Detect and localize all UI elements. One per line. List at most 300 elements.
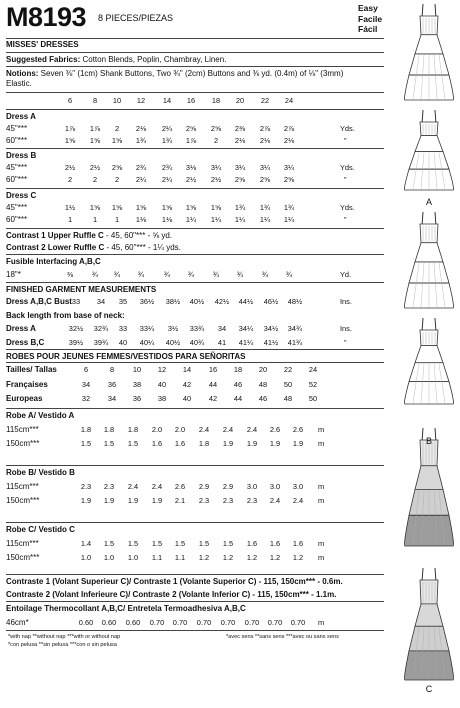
cell-value: 1.5 (127, 439, 139, 448)
unit-label: " (344, 136, 347, 145)
cell-value: 34¾ (287, 324, 303, 333)
unit-label: Yd. (340, 270, 352, 279)
cell-value: 1.9 (103, 496, 115, 505)
cell-value: 2.3 (222, 496, 234, 505)
cell-value: 2¾ (161, 163, 173, 172)
cell-value: 1¾ (135, 136, 147, 145)
dress-back-a (405, 110, 454, 190)
row-label: 60"*** (6, 215, 28, 224)
dress-views-column (398, 0, 460, 703)
contraste-2: Contraste 2 (Volant Inferieure C)/ Contraste 2 (Volante Inferior C) - 115, 150cm*** - 1.1m. (6, 590, 337, 599)
cell-value: 2⅝ (111, 163, 123, 172)
unit-label: Ins. (340, 324, 352, 333)
cell-value: 0.60 (101, 618, 117, 627)
cell-value: 40¾ (189, 338, 205, 347)
cell-value: 1⅝ (161, 203, 173, 212)
cell-value: 2.4 (222, 425, 234, 434)
cell-value: 2.3 (80, 482, 92, 491)
cell-value: 2⅛ (234, 136, 246, 145)
divider (6, 254, 384, 255)
cell-value: 0.70 (149, 618, 165, 627)
cell-value: 1¾ (234, 203, 246, 212)
unit-label: Yds. (340, 163, 355, 172)
cell-value: 1.5 (80, 439, 92, 448)
cell-value: 12 (136, 96, 146, 105)
cell-value: 1.8 (127, 425, 139, 434)
cell-value: 2.6 (174, 482, 186, 491)
contrast-2: Contrast 2 Lower Ruffle C - 45, 60"*** - 1¼ yds. (6, 243, 181, 252)
cell-value: 3.0 (292, 482, 304, 491)
unit-label: m (318, 482, 325, 491)
cell-value: 34 (217, 324, 227, 333)
cell-value: 3¼ (234, 163, 246, 172)
cell-value: 1.6 (174, 439, 186, 448)
robe-title: Robe C/ Vestido C (6, 525, 75, 534)
row-label: 18"* (6, 270, 21, 279)
divider (6, 188, 384, 189)
cell-value: 0.70 (172, 618, 188, 627)
row-label: 45"*** (6, 124, 28, 133)
divider (6, 408, 384, 409)
cell-value: 3¼ (283, 163, 295, 172)
cell-value: 32¾ (93, 324, 109, 333)
cell-value: 1.6 (269, 539, 281, 548)
cell-value: 1 (67, 215, 73, 224)
cell-value: 1⅝ (135, 203, 147, 212)
cell-value: 38 (132, 380, 142, 389)
cell-value: 24 (308, 365, 318, 374)
cell-value: 1¼ (259, 215, 271, 224)
cell-value: 1⅞ (185, 136, 197, 145)
cell-value: ¾ (163, 270, 171, 279)
cell-value: ¾ (113, 270, 121, 279)
cell-value: 32½ (68, 324, 84, 333)
row-label: Europeas (6, 394, 43, 403)
cell-value: 1.9 (127, 496, 139, 505)
cell-value: 1 (92, 215, 98, 224)
cell-value: 2¼ (135, 175, 147, 184)
cell-value: 3¼ (210, 163, 222, 172)
cell-value: 1.9 (246, 439, 258, 448)
cell-value: 50 (283, 380, 293, 389)
cell-value: 34½ (263, 324, 279, 333)
tier-1 (415, 35, 443, 54)
cell-value: 2.6 (269, 425, 281, 434)
robe-title: Robe A/ Vestido A (6, 411, 75, 420)
cell-value: 34 (107, 394, 117, 403)
cell-value: 2½ (64, 163, 76, 172)
cell-value: 2.6 (292, 425, 304, 434)
cell-value: 2¾ (135, 163, 147, 172)
entoilage-title: Entoilage Thermocollant A,B,C/ Entretela Termoadhesiva A,B,C (6, 604, 246, 613)
divider (6, 148, 384, 149)
cell-value: 1⅞ (64, 124, 76, 133)
unit-label: m (318, 439, 325, 448)
cell-value: 1.9 (80, 496, 92, 505)
cell-value: 1.0 (127, 553, 139, 562)
cell-value: 2.9 (222, 482, 234, 491)
divider (6, 349, 384, 350)
cell-value: 1.9 (222, 439, 234, 448)
cell-value: 1.9 (151, 496, 163, 505)
cell-value: 39¾ (93, 338, 109, 347)
view-label: C (425, 684, 433, 694)
row-label: 150cm*** (6, 496, 40, 505)
cell-value: 44 (233, 394, 243, 403)
cell-value: 36 (132, 394, 142, 403)
cell-value: 2⅝ (283, 175, 295, 184)
cell-value: 0.70 (267, 618, 283, 627)
divider (6, 574, 384, 575)
cell-value: ⅜ (66, 270, 74, 279)
cell-value: 41 (217, 338, 227, 347)
cell-value: 3¼ (259, 163, 271, 172)
cell-value: 46 (233, 380, 243, 389)
cell-value: 2.4 (292, 496, 304, 505)
row-label: Dress B,C (6, 338, 45, 347)
dress-front-a (405, 4, 454, 100)
cell-value: 1.4 (80, 539, 92, 548)
cell-value: 2 (92, 175, 98, 184)
cell-value: 12 (157, 365, 167, 374)
divider (6, 630, 384, 631)
cell-value: 1.8 (80, 425, 92, 434)
cell-value: 3½ (167, 324, 179, 333)
cell-value: ¾ (187, 270, 195, 279)
cell-value: 1⅝ (89, 203, 101, 212)
cell-value: 1⅛ (135, 215, 147, 224)
cell-value: 1.6 (151, 439, 163, 448)
cell-value: 0.60 (125, 618, 141, 627)
cell-value: 40¼ (139, 338, 155, 347)
row-label: 115cm*** (6, 539, 39, 548)
cell-value: 2.4 (246, 425, 258, 434)
cell-value: 2⅞ (259, 124, 271, 133)
cell-value: 1¼ (210, 215, 222, 224)
cell-value: 40 (182, 394, 192, 403)
cell-value: 2⅝ (234, 175, 246, 184)
cell-value: 14 (162, 96, 172, 105)
cell-value: ¾ (261, 270, 269, 279)
unit-label: m (318, 618, 325, 627)
unit-label: m (318, 553, 325, 562)
view-label: B (425, 436, 433, 446)
unit-label: m (318, 425, 325, 434)
row-label: 46cm* (6, 618, 29, 627)
cell-value: 46 (258, 394, 268, 403)
section-title-fr-es: ROBES POUR JEUNES FEMMES/VESTIDOS PARA SEÑORITAS (6, 352, 246, 361)
cell-value: 40 (118, 338, 128, 347)
cell-value: 1¼ (283, 215, 295, 224)
cell-value: 2.4 (127, 482, 139, 491)
cell-value: 18 (233, 365, 243, 374)
cell-value: 34 (81, 380, 91, 389)
cell-value: 44 (208, 380, 218, 389)
cell-value: 1¾ (283, 203, 295, 212)
row-label: 45"*** (6, 203, 28, 212)
cell-value: 40½ (189, 297, 205, 306)
cell-value: 1.8 (198, 439, 210, 448)
row-label: 115cm*** (6, 482, 39, 491)
cell-value: 41½ (263, 338, 279, 347)
dress-back-b (405, 318, 454, 404)
row-label: Dress A,B,C Bust (6, 297, 72, 306)
cell-value: 2 (114, 175, 120, 184)
cell-value: 1.2 (222, 553, 234, 562)
cell-value: 10 (132, 365, 142, 374)
dress-title: Dress C (6, 191, 37, 200)
divider (6, 465, 384, 466)
row-label: 60"*** (6, 175, 28, 184)
cell-value: 1.6 (292, 539, 304, 548)
unit-label: m (318, 496, 325, 505)
cell-value: 3⅛ (185, 163, 197, 172)
cell-value: 38½ (165, 297, 181, 306)
cell-value: 33 (118, 324, 128, 333)
dress-illustrations (398, 0, 460, 703)
cell-value: 2½ (210, 175, 222, 184)
view-label: A (425, 197, 433, 207)
cell-value: 2.4 (151, 482, 163, 491)
cell-value: 1.9 (292, 439, 304, 448)
cell-value: 48½ (287, 297, 303, 306)
cell-value: 48 (258, 380, 268, 389)
cell-value: 1.2 (246, 553, 258, 562)
cell-value: 2½ (185, 175, 197, 184)
cell-value: 0.70 (290, 618, 306, 627)
cell-value: 1¼ (234, 215, 246, 224)
cell-value: 2⅝ (210, 124, 222, 133)
cell-value: 1.5 (127, 539, 139, 548)
cell-value: 3.0 (246, 482, 258, 491)
unit-label: " (344, 338, 347, 347)
cell-value: 2⅝ (259, 175, 271, 184)
cell-value: 2.1 (174, 496, 186, 505)
cell-value: 2⅛ (283, 136, 295, 145)
cell-value: 16 (208, 365, 218, 374)
cell-value: 1.5 (222, 539, 234, 548)
cell-value: 2⅛ (135, 124, 147, 133)
cell-value: 46½ (263, 297, 279, 306)
divider (6, 362, 384, 363)
row-label: 150cm*** (6, 553, 40, 562)
cell-value: 1.5 (151, 539, 163, 548)
cell-value: 0.70 (196, 618, 212, 627)
cell-value: 1⅝ (111, 136, 123, 145)
unit-label: Ins. (340, 297, 352, 306)
divider (6, 228, 384, 229)
fabrics-line: Suggested Fabrics: Cotton Blends, Poplin, Chambray, Linen. (6, 55, 227, 64)
dress-front-b (405, 212, 454, 308)
cell-value: 38 (157, 394, 167, 403)
cell-value: 44½ (238, 297, 254, 306)
cell-value: 33¾ (189, 324, 205, 333)
cell-value: 35 (118, 297, 128, 306)
divider (6, 38, 384, 39)
dress-title: Dress A (6, 112, 36, 121)
difficulty-label: Easy Facile Fácil (358, 3, 383, 34)
contraste-1: Contraste 1 (Volant Superieur C)/ Contraste 1 (Volante Superior C) - 115, 150cm*** - 0.6m. (6, 577, 343, 586)
unit-label: m (318, 539, 325, 548)
section-title: MISSES' DRESSES (6, 40, 79, 49)
cell-value: 20 (235, 96, 245, 105)
dress-title: Dress B (6, 151, 37, 160)
cell-value: 2¼ (161, 124, 173, 133)
cell-value: 1.8 (103, 425, 115, 434)
cell-value: 2½ (89, 163, 101, 172)
cell-value: 1⅝ (185, 203, 197, 212)
row-label: 115cm*** (6, 425, 39, 434)
footnote-en: *with nap **without nap ***with or without nap (8, 634, 121, 640)
cell-value: 1½ (64, 203, 76, 212)
cell-value: 1¼ (185, 215, 197, 224)
row-label: 60"*** (6, 136, 28, 145)
cell-value: ¾ (212, 270, 220, 279)
cell-value: 2.4 (198, 425, 210, 434)
cell-value: ¾ (91, 270, 99, 279)
divider (6, 282, 384, 283)
cell-value: 0.60 (78, 618, 94, 627)
footnote-fr: *avec sens **sans sens ***avec ou sans sens (226, 634, 339, 640)
cell-value: 40 (157, 380, 167, 389)
cell-value: 1.5 (103, 539, 115, 548)
cell-value: 1.5 (103, 439, 115, 448)
cell-value: 52 (308, 380, 318, 389)
cell-value: 48 (283, 394, 293, 403)
cell-value: 1⅛ (161, 215, 173, 224)
cell-value: 1.2 (198, 553, 210, 562)
tier-1 (415, 243, 443, 262)
robe-title: Robe B/ Vestido B (6, 468, 75, 477)
cell-value: 0.70 (244, 618, 260, 627)
cell-value: 1⅝ (111, 203, 123, 212)
cell-value: 41¾ (287, 338, 303, 347)
row-label: Tailles/ Tallas (6, 365, 57, 374)
back-length-title: Back length from base of neck: (6, 311, 125, 320)
cell-value: 0.70 (220, 618, 236, 627)
row-label: Françaises (6, 380, 48, 389)
cell-value: 2.4 (269, 496, 281, 505)
cell-value: 34¼ (238, 324, 254, 333)
divider (6, 109, 384, 110)
cell-value: 2⅝ (185, 124, 197, 133)
footnote-es: *con pelusa **sin pelusa ***con o sin pelusa (8, 642, 117, 648)
cell-value: 1.2 (292, 553, 304, 562)
cell-value: 1.6 (246, 539, 258, 548)
cell-value: 42½ (214, 297, 230, 306)
cell-value: 1¾ (161, 136, 173, 145)
cell-value: 22 (260, 96, 270, 105)
tier-1 (415, 604, 443, 626)
cell-value: 1¾ (259, 203, 271, 212)
unit-label: Yds. (340, 124, 355, 133)
cell-value: 36½ (139, 297, 155, 306)
cell-value: 34 (96, 297, 106, 306)
notions-line-2: Elastic. (6, 79, 32, 88)
pattern-number: M8193 (6, 2, 87, 32)
cell-value: 33¼ (139, 324, 155, 333)
cell-value: 1.9 (269, 439, 281, 448)
cell-value: 2.3 (198, 496, 210, 505)
cell-value: ¾ (236, 270, 244, 279)
cell-value: 6 (67, 96, 73, 105)
unit-label: " (344, 175, 347, 184)
finished-title: FINISHED GARMENT MEASUREMENTS (6, 285, 157, 294)
cell-value: 20 (258, 365, 268, 374)
cell-value: 1⅝ (89, 136, 101, 145)
cell-value: 33 (71, 297, 81, 306)
pieces-count: 8 PIECES/PIEZAS (98, 13, 174, 23)
divider (6, 601, 384, 602)
cell-value: 50 (308, 394, 318, 403)
contrast-1: Contrast 1 Upper Ruffle C - 45, 60"*** - ⅝ yd. (6, 231, 173, 240)
cell-value: 2.9 (198, 482, 210, 491)
dress-back-c (405, 568, 454, 680)
cell-value: 1⅝ (64, 136, 76, 145)
cell-value: 1.0 (103, 553, 115, 562)
cell-value: ¾ (137, 270, 145, 279)
cell-value: 2⅞ (283, 124, 295, 133)
cell-value: 1.5 (174, 539, 186, 548)
cell-value: 40½ (165, 338, 181, 347)
cell-value: 2 (213, 136, 219, 145)
notions-line: Notions: Seven ⅜" (1cm) Shank Buttons, Two ¾" (2cm) Buttons and ⅜ yd. (0.4m) of ⅛" (3mm) (6, 69, 344, 78)
cell-value: 39½ (68, 338, 84, 347)
interfacing-title: Fusible Interfacing A,B,C (6, 257, 101, 266)
cell-value: 14 (182, 365, 192, 374)
tier-1 (415, 466, 443, 490)
cell-value: 1⅞ (89, 124, 101, 133)
cell-value: 18 (211, 96, 221, 105)
cell-value: 2 (114, 124, 120, 133)
cell-value: 2⅛ (259, 136, 271, 145)
cell-value: 2¼ (161, 175, 173, 184)
unit-label: Yds. (340, 203, 355, 212)
cell-value: 1.1 (151, 553, 163, 562)
cell-value: 6 (83, 365, 89, 374)
cell-value: 32 (81, 394, 91, 403)
cell-value: 8 (92, 96, 98, 105)
cell-value: 1 (114, 215, 120, 224)
cell-value: 2.0 (174, 425, 186, 434)
cell-value: 2⅜ (234, 124, 246, 133)
unit-label: " (344, 215, 347, 224)
row-label: 45"*** (6, 163, 28, 172)
cell-value: 2.0 (151, 425, 163, 434)
cell-value: 42 (182, 380, 192, 389)
row-label: Dress A (6, 324, 36, 333)
cell-value: 36 (107, 380, 117, 389)
cell-value: ¾ (285, 270, 293, 279)
tier-1 (415, 346, 443, 363)
divider (6, 52, 384, 53)
cell-value: 10 (112, 96, 122, 105)
cell-value: 42 (208, 394, 218, 403)
cell-value: 1.1 (174, 553, 186, 562)
divider (6, 522, 384, 523)
cell-value: 41¼ (238, 338, 254, 347)
cell-value: 1.0 (80, 553, 92, 562)
cell-value: 1.2 (269, 553, 281, 562)
cell-value: 24 (284, 96, 294, 105)
cell-value: 22 (283, 365, 293, 374)
cell-value: 8 (109, 365, 115, 374)
row-label: 150cm*** (6, 439, 40, 448)
tier-1 (415, 136, 443, 152)
cell-value: 1⅝ (210, 203, 222, 212)
cell-value: 2.3 (103, 482, 115, 491)
cell-value: 2 (67, 175, 73, 184)
